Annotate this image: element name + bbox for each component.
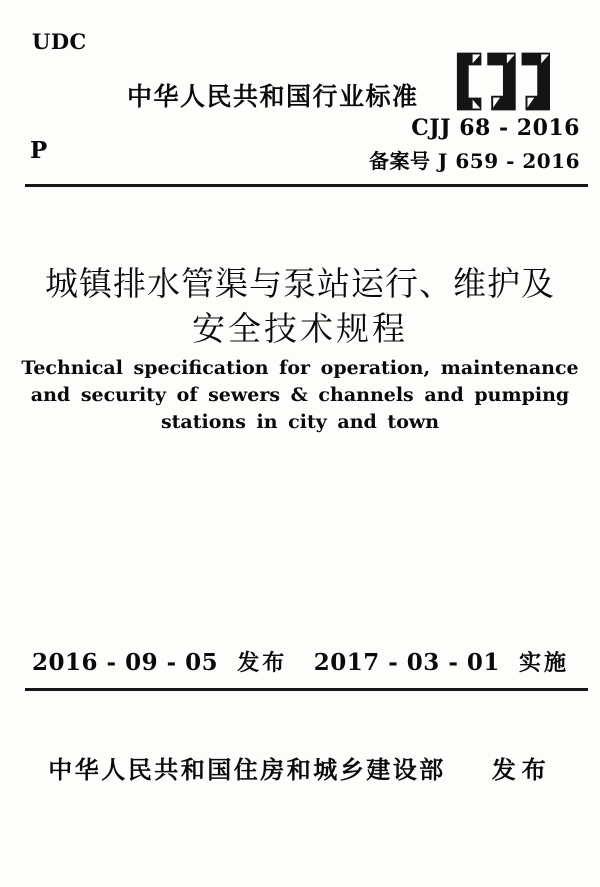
publisher-row: [0, 750, 600, 785]
publisher-action-label: 发布: [491, 757, 552, 784]
udc-label: UDC: [32, 29, 87, 54]
issue-date-group: [32, 646, 287, 677]
standard-type-label: 中华人民共和国行业标准: [127, 83, 419, 111]
logo-letter-j2: [522, 53, 550, 111]
standard-number: CJJ 68 - 2016: [411, 115, 580, 141]
classification-label: P: [30, 137, 48, 164]
title-cn-line2: 安全技术规程: [192, 309, 408, 348]
logo-letter-j1: [487, 53, 515, 111]
standard-number-block: [369, 115, 580, 174]
title-en-line3: stations in city and town: [160, 411, 440, 433]
title-en-line1: Technical specification for operation, maintenance: [21, 357, 579, 379]
cjj-logo-icon: [452, 51, 550, 113]
title-en-line2: and security of sewers & channels and pumping: [30, 384, 570, 406]
issue-date: 2016 - 09 - 05: [32, 649, 219, 676]
publisher-name: 中华人民共和国住房和城乡建设部: [48, 757, 446, 784]
implement-date: 2017 - 03 - 01: [313, 649, 500, 676]
implement-date-group: [314, 646, 569, 677]
record-number: 备案号 J 659 - 2016: [368, 149, 580, 173]
header-divider: [25, 184, 588, 187]
logo-letter-c: [457, 53, 482, 111]
title-cn-line1: 城镇排水管渠与泵站运行、维护及: [45, 264, 555, 303]
footer-divider: [25, 688, 588, 691]
implement-label: 实施: [518, 650, 569, 675]
issue-label: 发布: [237, 650, 288, 675]
title-en: [0, 355, 600, 436]
